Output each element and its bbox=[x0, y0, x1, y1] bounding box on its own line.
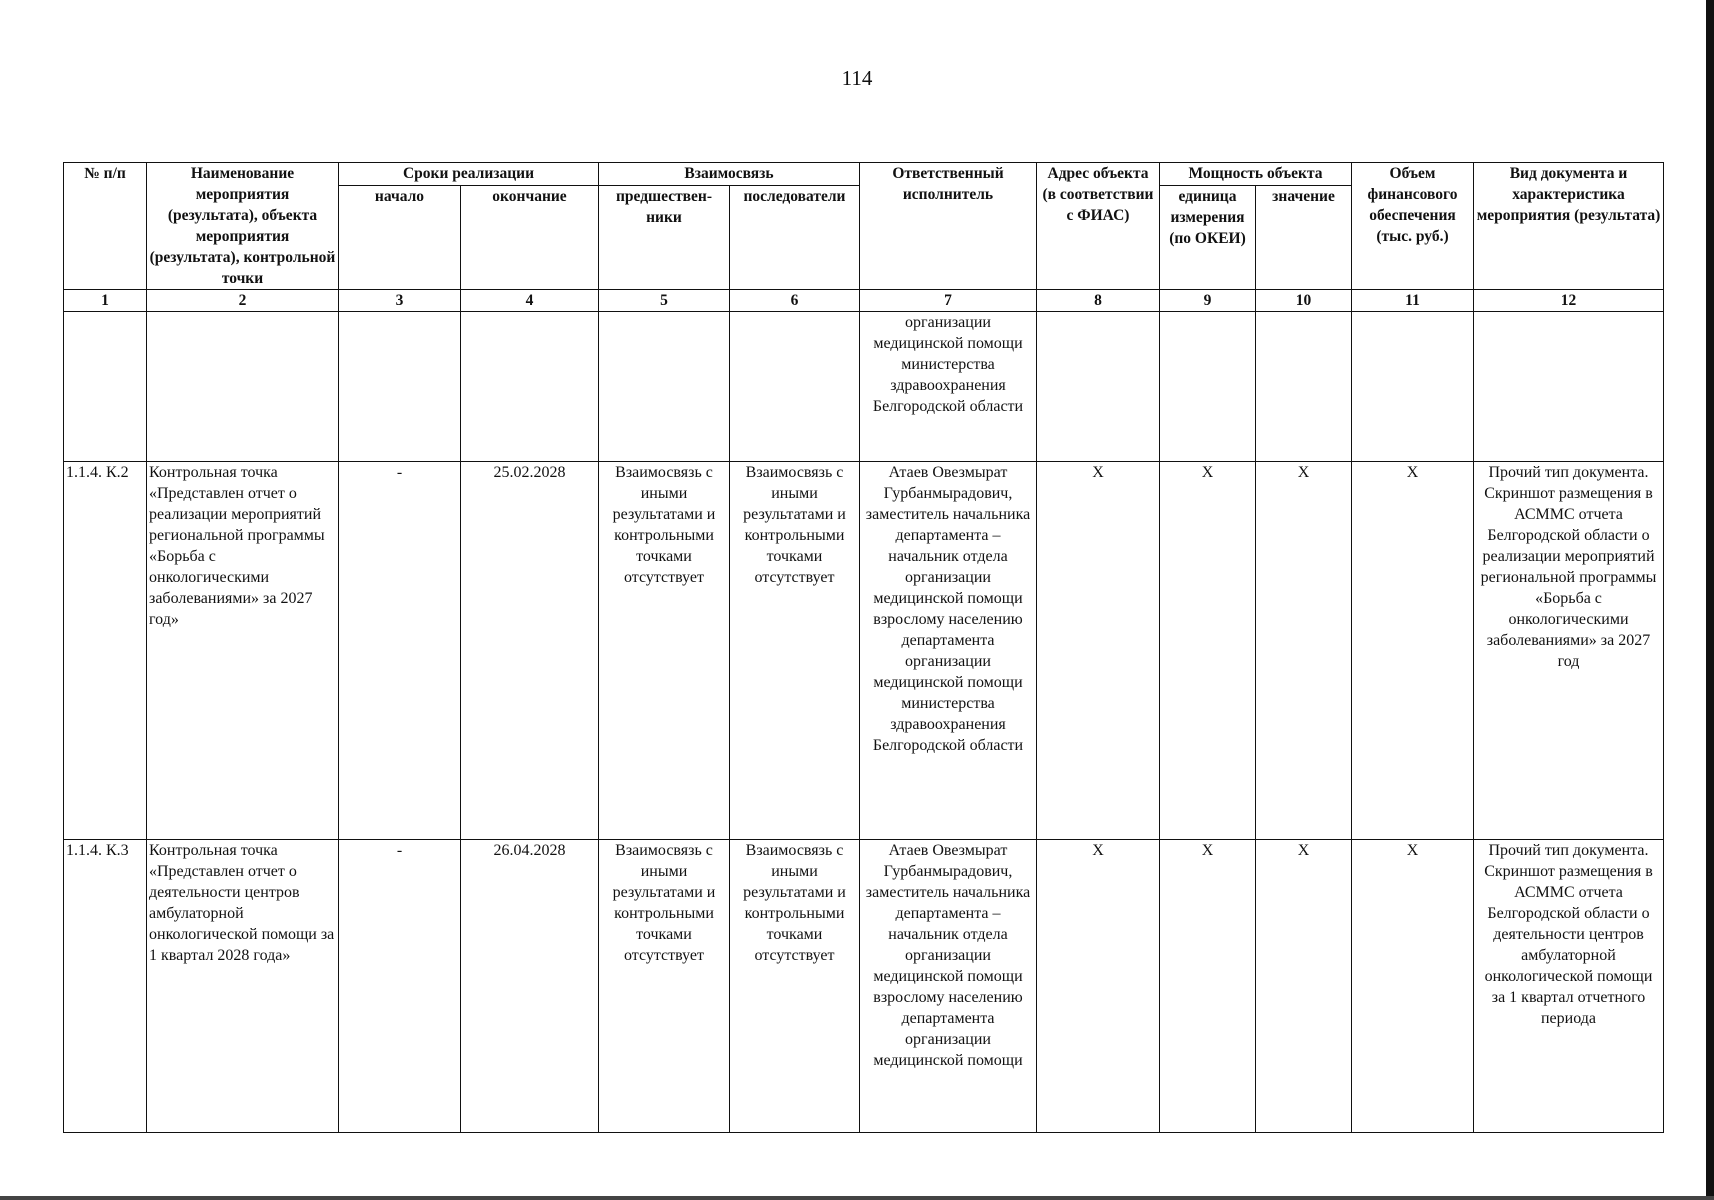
header-capacity-unit: единица измерения (по ОКЕИ) bbox=[1160, 186, 1256, 290]
header-row-1 bbox=[64, 163, 1664, 186]
column-number: 7 bbox=[860, 290, 1037, 312]
cell-address: X bbox=[1037, 840, 1160, 1133]
header-capacity-value: значение bbox=[1256, 186, 1352, 290]
header-terms: Сроки реализации bbox=[339, 163, 599, 186]
cell-value bbox=[1256, 312, 1352, 462]
header-doc-type: Вид документа и характеристика мероприятия (результата) bbox=[1474, 163, 1664, 290]
table-row bbox=[64, 462, 1664, 840]
column-number: 8 bbox=[1037, 290, 1160, 312]
column-number-row bbox=[64, 290, 1664, 312]
cell-unit: X bbox=[1160, 840, 1256, 1133]
header-num: № п/п bbox=[64, 163, 147, 290]
cell-responsible: Атаев Овезмырат Гурбанмырадович, заместитель начальника департамента – начальник отдела организации медицинской помощи взрослому населению департамента организации медицинской помощи bbox=[860, 840, 1037, 1133]
header-responsible: Ответственный исполнитель bbox=[860, 163, 1037, 290]
cell-start: - bbox=[339, 840, 461, 1133]
cell-succ: Взаимосвязь с иными результатами и контрольными точками отсутствует bbox=[730, 462, 860, 840]
cell-pred: Взаимосвязь с иными результатами и контрольными точками отсутствует bbox=[599, 462, 730, 840]
cell-num: 1.1.4. К.2 bbox=[64, 462, 147, 840]
cell-doc: Прочий тип документа. Скриншот размещения в АСММС отчета Белгородской области о реализации мероприятий региональной программы «Борьба с онкологическими заболеваниями» за 2027 год bbox=[1474, 462, 1664, 840]
column-number: 11 bbox=[1352, 290, 1474, 312]
cell-address bbox=[1037, 312, 1160, 462]
page-number: 114 bbox=[841, 66, 873, 90]
cell-address: X bbox=[1037, 462, 1160, 840]
header-name: Наименование мероприятия (результата), объекта мероприятия (результата), контрольной точки bbox=[147, 163, 339, 290]
header-relation-pred: предшествен-ники bbox=[599, 186, 730, 290]
cell-end bbox=[461, 312, 599, 462]
header-capacity: Мощность объекта bbox=[1160, 163, 1352, 186]
cell-num bbox=[64, 312, 147, 462]
cell-end: 26.04.2028 bbox=[461, 840, 599, 1133]
cell-finance: X bbox=[1352, 462, 1474, 840]
column-number: 9 bbox=[1160, 290, 1256, 312]
header-relation-succ: последователи bbox=[730, 186, 860, 290]
cell-responsible: Атаев Овезмырат Гурбанмырадович, заместитель начальника департамента – начальник отдела организации медицинской помощи взрослому населению департамента организации медицинской помощи министерства здравоохранения Белгородской области bbox=[860, 462, 1037, 840]
header-relation: Взаимосвязь bbox=[599, 163, 860, 186]
header-terms-end: окончание bbox=[461, 186, 599, 290]
header-terms-start: начало bbox=[339, 186, 461, 290]
continuation-row bbox=[64, 312, 1664, 462]
cell-unit: X bbox=[1160, 462, 1256, 840]
cell-succ: Взаимосвязь с иными результатами и контрольными точками отсутствует bbox=[730, 840, 860, 1133]
column-number: 4 bbox=[461, 290, 599, 312]
cell-end: 25.02.2028 bbox=[461, 462, 599, 840]
cell-value: X bbox=[1256, 462, 1352, 840]
table-row bbox=[64, 840, 1664, 1133]
column-number: 5 bbox=[599, 290, 730, 312]
cell-name: Контрольная точка «Представлен отчет о деятельности центров амбулаторной онкологической помощи за 1 квартал 2028 года» bbox=[147, 840, 339, 1133]
column-number: 6 bbox=[730, 290, 860, 312]
header-finance: Объем финансового обеспечения (тыс. руб.) bbox=[1352, 163, 1474, 290]
cell-num: 1.1.4. К.3 bbox=[64, 840, 147, 1133]
cell-name bbox=[147, 312, 339, 462]
cell-pred bbox=[599, 312, 730, 462]
column-number: 3 bbox=[339, 290, 461, 312]
cell-responsible: организации медицинской помощи министерства здравоохранения Белгородской области bbox=[860, 312, 1037, 462]
scan-edge-right bbox=[1706, 0, 1714, 1200]
cell-name: Контрольная точка «Представлен отчет о реализации мероприятий региональной программы «Борьба с онкологическими заболеваниями» за 2027 год» bbox=[147, 462, 339, 840]
cell-finance bbox=[1352, 312, 1474, 462]
cell-pred: Взаимосвязь с иными результатами и контрольными точками отсутствует bbox=[599, 840, 730, 1133]
header-address: Адрес объекта (в соответствии с ФИАС) bbox=[1037, 163, 1160, 290]
column-number: 10 bbox=[1256, 290, 1352, 312]
cell-doc: Прочий тип документа. Скриншот размещения в АСММС отчета Белгородской области о деятельности центров амбулаторной онкологической помощи за 1 квартал отчетного периода bbox=[1474, 840, 1664, 1133]
plan-table bbox=[63, 162, 1664, 1133]
cell-succ bbox=[730, 312, 860, 462]
column-number: 1 bbox=[64, 290, 147, 312]
cell-doc bbox=[1474, 312, 1664, 462]
cell-start: - bbox=[339, 462, 461, 840]
cell-value: X bbox=[1256, 840, 1352, 1133]
cell-finance: X bbox=[1352, 840, 1474, 1133]
column-number: 12 bbox=[1474, 290, 1664, 312]
column-number: 2 bbox=[147, 290, 339, 312]
cell-unit bbox=[1160, 312, 1256, 462]
cell-start bbox=[339, 312, 461, 462]
scan-edge-bottom bbox=[0, 1196, 1714, 1200]
